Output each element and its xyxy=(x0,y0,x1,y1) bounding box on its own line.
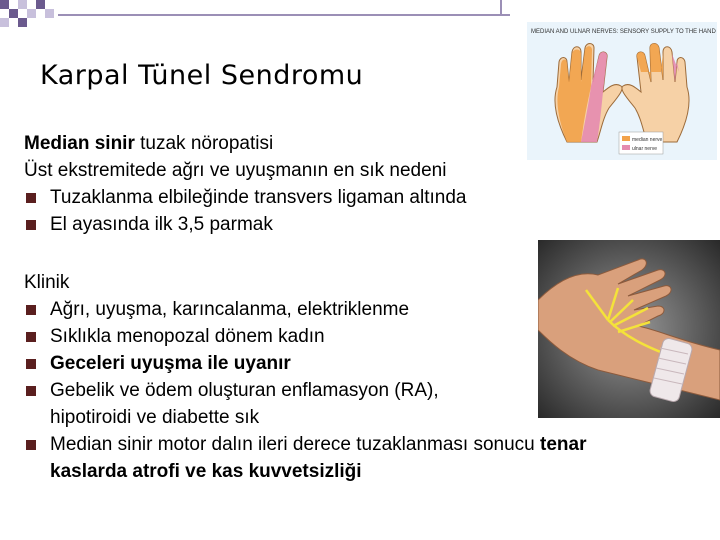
slide-title: Karpal Tünel Sendromu xyxy=(40,60,364,91)
corner-checker-decoration xyxy=(0,0,64,28)
bullet-square-icon xyxy=(26,220,36,230)
list-item xyxy=(24,296,684,323)
list-item xyxy=(24,377,524,431)
bullet-square-icon xyxy=(26,332,36,342)
legend-median: median nerve xyxy=(632,137,663,143)
bullet-text: El ayasında ilk 3,5 parmak xyxy=(50,214,273,235)
bullet-square-icon xyxy=(26,386,36,396)
list-item xyxy=(24,350,684,377)
bullet-text: Geceleri uyuşma ile uyanır xyxy=(50,353,291,374)
clinic-heading: Klinik xyxy=(24,272,70,293)
list-item xyxy=(24,323,684,350)
intro-line-1-text: tuzak nöropatisi xyxy=(134,133,274,154)
bullet-text: Gebelik ve ödem oluşturan enflamasyon (RA), hipotiroidi ve diabette sık xyxy=(50,380,439,428)
bullet-text: Sıklıkla menopozal dönem kadın xyxy=(50,326,325,347)
hand-diagram-title: MEDIAN AND ULNAR NERVES: SENSORY SUPPLY TO THE HAND xyxy=(531,29,716,35)
bullet-square-icon xyxy=(26,440,36,450)
bullet-square-icon xyxy=(26,305,36,315)
bullet-text: Ağrı, uyuşma, karıncalanma, elektriklenme xyxy=(50,299,410,320)
intro-line-2 xyxy=(24,157,684,184)
bullet-square-icon xyxy=(26,193,36,203)
list-item xyxy=(24,184,684,211)
list-item xyxy=(24,211,684,238)
intro-line-2-text: Üst ekstremitede ağrı ve uyuşmanın en sık nedeni xyxy=(24,160,447,181)
list-item xyxy=(24,431,664,485)
intro-line-1-bold: Median sinir xyxy=(24,133,135,154)
legend-ulnar: ulnar nerve xyxy=(632,146,658,152)
bullet-text: Median sinir motor dalın ileri derece tuzaklanması sonucu tenar kaslarda atrofi ve kas kuvvetsizliği xyxy=(50,434,587,482)
bullet-text: Tuzaklanma elbileğinde transvers ligaman altında xyxy=(50,187,467,208)
bullet-square-icon xyxy=(26,359,36,369)
top-divider xyxy=(58,14,510,16)
slide-body xyxy=(24,130,684,485)
intro-line-1 xyxy=(24,130,684,157)
top-divider-tick xyxy=(500,0,502,14)
